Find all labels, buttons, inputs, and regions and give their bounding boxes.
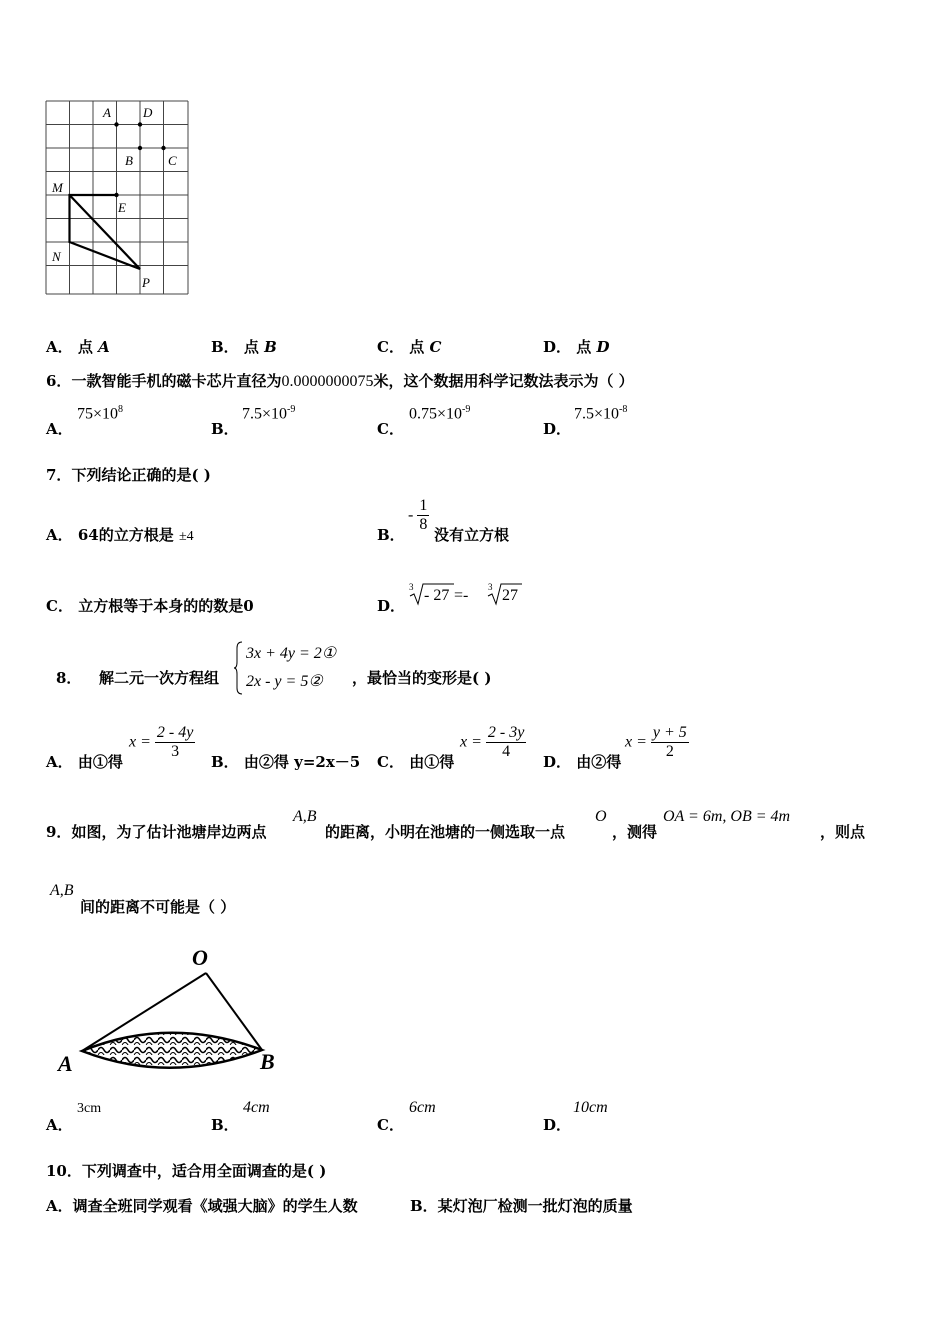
q6-stem: 6．一款智能手机的磁卡芯片直径为0.0000000075米，这个数据用科学记数法表示为（ ） [46,372,634,390]
pond-figure [50,935,290,1085]
q8-option-a[interactable]: A． 由①得 [46,753,123,771]
q8-stem-after: ，最恰当的变形是( ) [352,669,492,687]
q9-stem-part4: ，则点 [820,823,866,841]
figure-label-o: O [192,945,208,970]
q7-option-d-radicals [406,580,526,610]
q7-option-a[interactable]: A． 64的立方根是 ±4 [46,526,194,544]
q6-option-d-value: $7.5\times 10^{-8}$ [574,404,628,423]
q10-stem: 10．下列调查中，适合用全面调查的是( ) [46,1162,327,1180]
q9-stem-part5: 间的距离不可能是（ ） [80,898,236,916]
q9-stem-part3: ，测得 [612,823,658,841]
q6-option-a-value: $75\times 10^8$ [77,404,124,423]
q9-option-d-letter[interactable]: D． [543,1116,572,1134]
q8-option-a-math: x = $\frac{2 - 4y}{3}$ [129,724,194,760]
q9-option-d-value: 10cm [573,1099,608,1116]
q5-option-d[interactable]: D． 点 D [543,338,610,356]
q6-option-b-letter[interactable]: B． [211,420,239,438]
q5-option-c[interactable]: C． 点 C [377,338,442,356]
q8-option-c[interactable]: C． 由①得 [377,753,455,771]
grid-figure [40,95,200,305]
q6-option-a-letter[interactable]: A． [46,420,73,438]
q9-option-c-value: 6cm [409,1099,436,1116]
q8-system-brace [234,640,244,696]
q6-option-c-letter[interactable]: C． [377,420,404,438]
q6-option-c-value: $0.75\times 10^{-9}$ [409,404,471,423]
q7-option-b-text: 没有立方根 [434,526,510,544]
q5-option-b[interactable]: B． 点 B [211,338,277,356]
q9-measure: OA = 6m, OB = 4m [663,808,791,825]
figure-label-b: B [260,1049,275,1074]
radical-index: 3 [409,582,414,592]
q5-option-a[interactable]: A． 点 A [46,338,110,356]
q10-option-a[interactable]: A．调查全班同学观看《域强大脑》的学生人数 [46,1197,358,1215]
point-label-m: M [52,180,63,195]
q8-option-b[interactable]: B． 由②得 y=2x－5 [211,753,361,771]
q8-option-d[interactable]: D． 由②得 [543,753,622,771]
q7-option-b-math: - $\frac{1}{8}$ [408,497,428,533]
q9-option-a-value: 3cm [77,1101,102,1116]
point-label-a: A [103,105,111,120]
q7-option-b-letter[interactable]: B． [377,526,405,544]
q9-ab: A,B [293,808,317,825]
q9-stem-part2: 的距离，小明在池塘的一侧选取一点 [325,823,566,841]
q9-option-b-value: 4cm [243,1099,270,1116]
radicand: - 27 [424,587,450,604]
q7-option-c[interactable]: C． 立方根等于本身的的数是0 [46,597,254,615]
var: D [596,338,610,356]
q9-option-b-letter[interactable]: B． [211,1116,239,1134]
point-label-d: D [143,105,153,120]
q9-option-c-letter[interactable]: C． [377,1116,404,1134]
q6-option-d-letter[interactable]: D． [543,420,572,438]
q6-option-b-value: $7.5\times 10^{-9}$ [242,404,296,423]
q9-o: O [595,808,607,825]
var: A [98,338,110,356]
q9-option-a-letter[interactable]: A． [46,1116,73,1134]
q7-option-d-letter[interactable]: D． [377,597,406,615]
q9-ab-2: A,B [50,882,74,899]
q8-stem-before: 解二元一次方程组 [99,669,220,687]
var: B [264,338,277,356]
point-label-n: N [52,249,61,264]
q7-stem: 7．下列结论正确的是( ) [46,466,211,484]
q8-equation-1: 3x + 4y = 2① [246,645,337,662]
q9-stem-part1: 9．如图，为了估计池塘岸边两点 [46,823,267,841]
equals-minus: =- [454,587,469,604]
point-label-p: P [142,275,150,290]
point-label-e: E [118,200,126,215]
radical-index-2: 3 [488,582,493,592]
q8-option-d-math: x = $\frac{y + 5}{2}$ [625,724,687,760]
point-label-c: C [168,153,177,168]
point-label-b: B [125,153,133,168]
radicand-2: 27 [502,587,518,604]
q8-equation-2: 2x - y = 5② [246,673,323,690]
q8-option-c-math: x = $\frac{2 - 3y}{4}$ [460,724,525,760]
figure-label-a: A [58,1051,73,1076]
var: C [429,338,442,356]
q10-option-b[interactable]: B．某灯泡厂检测一批灯泡的质量 [410,1197,633,1215]
q8-number: 8． [56,669,82,687]
